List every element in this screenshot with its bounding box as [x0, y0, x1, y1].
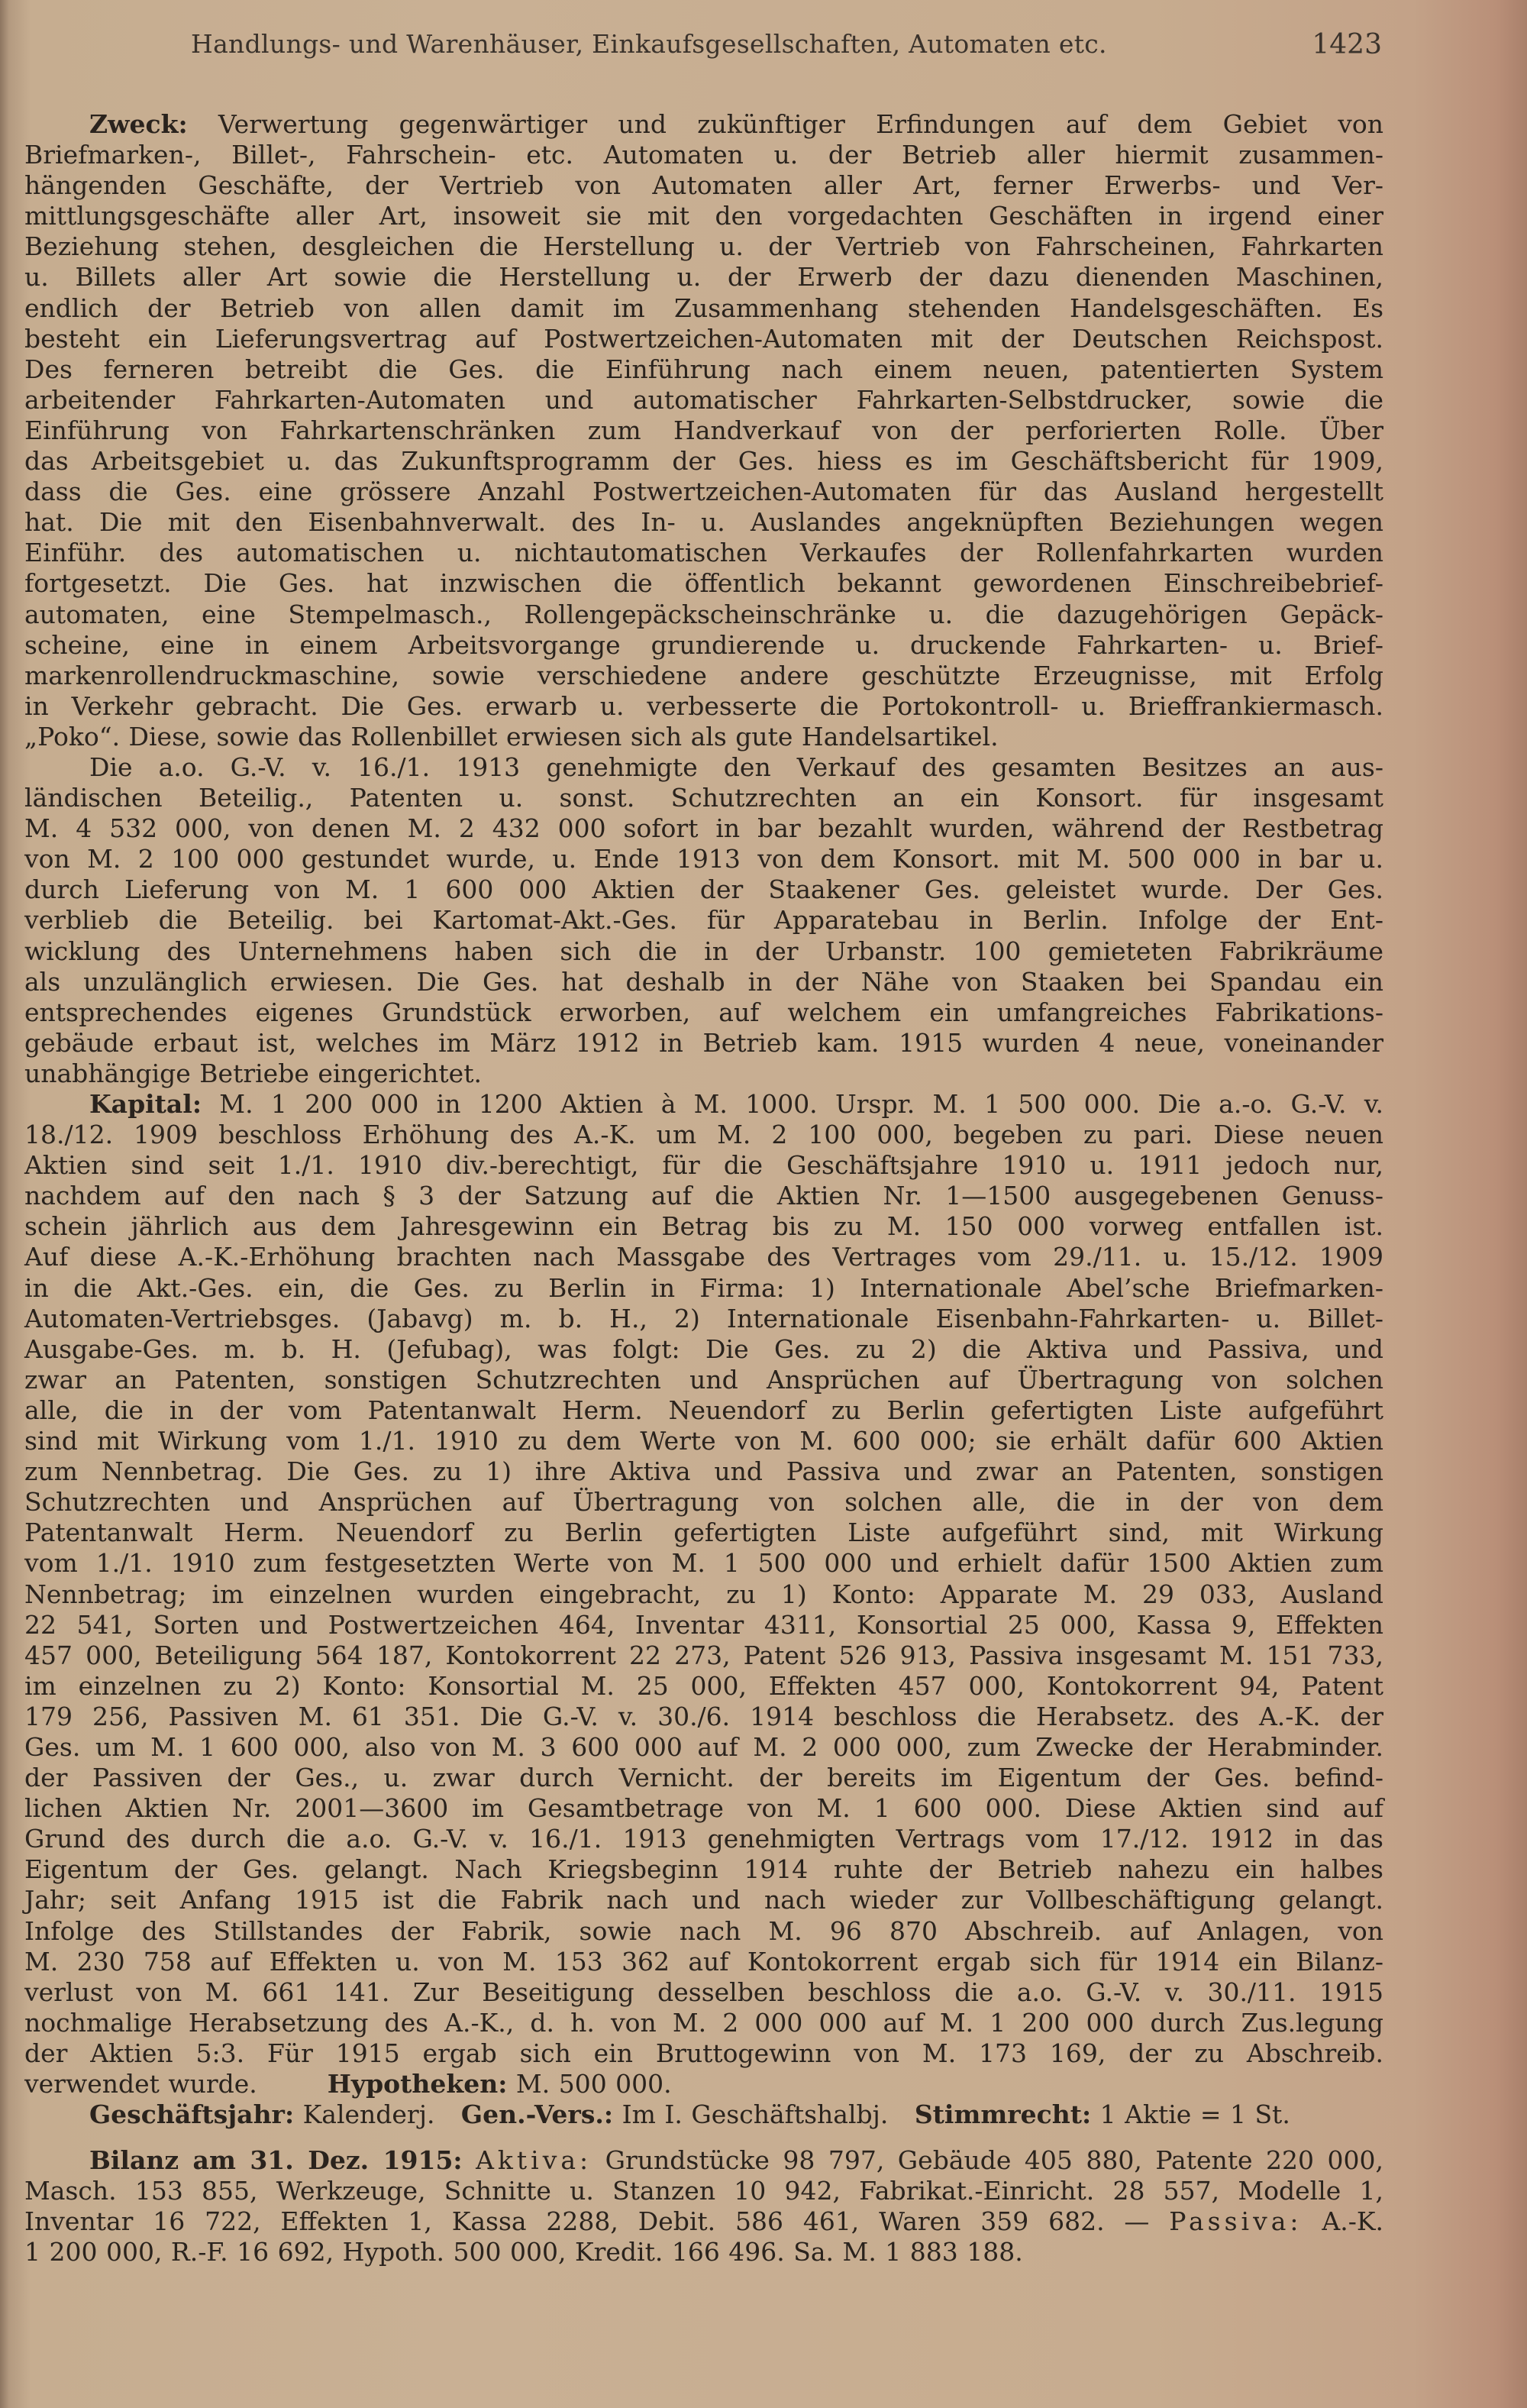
- text-segment: Die a.o. G.-V. v. 16./1. 1913 genehmigte den Verkauf des gesamten Besitzes an aus-: [89, 751, 1383, 782]
- section-label: Hypotheken:: [327, 2069, 508, 2099]
- text-segment: Grund des durch die a.o. G.-V. v. 16./1. 1913 genehmigten Vertrags vom 17./12. 1912 in das: [24, 1824, 1383, 1854]
- text-line: [24, 874, 1383, 905]
- text-line: [24, 446, 1383, 477]
- text-line: [24, 1793, 1383, 1824]
- text-line: [24, 1518, 1383, 1548]
- text-line: [24, 354, 1383, 385]
- text-segment: markenrollendruckmaschine, sowie verschiedene andere geschützte Erzeugnisse, mit Erfolg: [24, 660, 1383, 690]
- text-segment: M. 230 758 auf Effekten u. von M. 153 362 auf Kontokorrent ergab sich für 1914 ein Bilanz-: [24, 1946, 1383, 1976]
- text-line: [24, 661, 1383, 691]
- text-line: [24, 1824, 1383, 1854]
- text-line: [24, 1947, 1383, 1977]
- text-segment: Inventar 16 722, Effekten 1, Kassa 2288, Debit. 586 461, Waren 359 682. —: [24, 2206, 1170, 2237]
- text-line: [24, 844, 1383, 874]
- text-line: [24, 1028, 1383, 1059]
- text-segment: Im I. Geschäftshalbj.: [613, 2099, 915, 2130]
- text-segment: 1 200 000, R.-F. 16 692, Hypoth. 500 000, Kredit. 166 496. Sa. M. 1 883 188.: [24, 2237, 1023, 2267]
- text-line: [24, 1885, 1383, 1915]
- text-segment: zum Nennbetrag. Die Ges. zu 1) ihre Aktiva und Passiva und zwar an Patenten, sonstigen: [24, 1456, 1383, 1487]
- text-line: [24, 936, 1383, 967]
- text-segment: Automaten-Vertriebsges. (Jabavg) m. b. H., 2) Internationale Eisenbahn-Fahrkarten- u. Billet-: [24, 1303, 1383, 1333]
- text-line: [24, 1456, 1383, 1487]
- text-line: [24, 1365, 1383, 1395]
- text-segment: Aktien sind seit 1./1. 1910 div.-berechtigt, für die Geschäftsjahre 1910 u. 1911 jedoch nur,: [24, 1150, 1383, 1181]
- text-line: [24, 2237, 1383, 2267]
- text-segment: arbeitender Fahrkarten-Automaten und automatischer Fahrkarten-Selbstdrucker, sowie die: [24, 384, 1383, 415]
- text-line: [24, 1610, 1383, 1640]
- text-line: [24, 1702, 1383, 1732]
- text-line: [24, 1487, 1383, 1518]
- text-line: [24, 2206, 1383, 2237]
- text-line: [24, 1916, 1383, 1947]
- text-line: [24, 2069, 1383, 2099]
- text-segment: unabhängige Betriebe eingerichtet.: [24, 1058, 482, 1088]
- text-segment: Einführ. des automatischen u. nichtautomatischen Verkaufes der Rollenfahrkarten wurden: [24, 538, 1383, 568]
- text-segment: Grundstücke 98 797, Gebäude 405 880, Patente 220 000,: [592, 2145, 1383, 2176]
- text-line: [24, 2008, 1383, 2038]
- text-segment: zwar an Patenten, sonstigen Schutzrechten und Ansprüchen auf Übertragung von solchen: [24, 1364, 1383, 1395]
- text-line: [24, 1640, 1383, 1671]
- text-segment: entsprechendes eigenes Grundstück erworben, auf welchem ein umfangreiches Fabrikations-: [24, 997, 1383, 1027]
- text-segment: u. Billets aller Art sowie die Herstellung u. der Erwerb der dazu dienenden Maschinen,: [24, 262, 1383, 293]
- text-segment: Beziehung stehen, desgleichen die Herstellung u. der Vertrieb von Fahrscheinen, Fahrkarten: [24, 231, 1383, 262]
- text-segment: hat. Die mit den Eisenbahnverwalt. des In- u. Auslandes angeknüpften Beziehungen wegen: [24, 507, 1383, 538]
- text-segment: mittlungsgeschäfte aller Art, insoweit sie mit den vorgedachten Geschäften in irgend einer: [24, 201, 1383, 231]
- text-segment: [463, 2145, 476, 2175]
- text-segment: verwendet wurde.: [24, 2069, 328, 2099]
- page-number: 1423: [1312, 29, 1382, 60]
- text-line: [24, 293, 1383, 324]
- text-line: [24, 1242, 1383, 1272]
- text-line: [24, 1579, 1383, 1610]
- text-line: [24, 324, 1383, 354]
- text-segment: Auf diese A.-K.-Erhöhung brachten nach Massgabe des Vertrages vom 29./11. u. 15./12. 1909: [24, 1242, 1383, 1272]
- text-segment: Einführung von Fahrkartenschränken zum Handverkauf von der perforierten Rolle. Über: [24, 415, 1383, 445]
- text-line: [24, 385, 1383, 415]
- text-line: [24, 170, 1383, 201]
- text-line: [24, 2099, 1383, 2130]
- text-line: [24, 997, 1383, 1028]
- text-segment: M. 500 000.: [507, 2069, 672, 2099]
- section-label: Kapital:: [89, 1089, 202, 1119]
- text-segment: endlich der Betrieb von allen damit im Zusammenhang stehenden Handelsgeschäften. Es: [24, 293, 1383, 323]
- text-line: [24, 415, 1383, 446]
- text-line: [24, 1426, 1383, 1456]
- text-segment: durch Lieferung von M. 1 600 000 Aktien der Staakener Ges. geleistet wurde. Der Ges.: [24, 874, 1383, 905]
- text-segment: alle, die in der vom Patentanwalt Herm. Neuendorf zu Berlin gefertigten Liste aufgeführt: [24, 1395, 1383, 1425]
- text-segment: „Poko“. Diese, sowie das Rollenbillet erwiesen sich als gute Handelsartikel.: [24, 721, 999, 751]
- text-segment: das Arbeitsgebiet u. das Zukunftsprogramm der Ges. hiess es im Geschäftsbericht für 1909,: [24, 446, 1383, 477]
- text-segment: lichen Aktien Nr. 2001—3600 im Gesamtbetrage von M. 1 600 000. Diese Aktien sind auf: [24, 1793, 1383, 1824]
- text-line: [24, 1395, 1383, 1426]
- text-segment: wicklung des Unternehmens haben sich die in der Urbanstr. 100 gemieteten Fabrikräume: [24, 936, 1383, 966]
- text-line: [24, 722, 1383, 752]
- text-line: [24, 140, 1383, 170]
- text-segment: scheine, eine in einem Arbeitsvorgange grundierende u. druckende Fahrkarten- u. Brief-: [24, 629, 1383, 660]
- text-line: [24, 1150, 1383, 1181]
- running-header: [191, 29, 1382, 67]
- text-line: [24, 1977, 1383, 2008]
- text-segment: der Passiven der Ges., u. zwar durch Vernicht. der bereits im Eigentum der Ges. befind-: [24, 1763, 1383, 1793]
- text-line: [24, 2176, 1383, 2206]
- text-segment: 18./12. 1909 beschloss Erhöhung des A.-K. um M. 2 100 000, begeben zu pari. Diese neuen: [24, 1120, 1383, 1150]
- text-segment: besteht ein Lieferungsvertrag auf Postwertzeichen-Automaten mit der Deutschen Reichspost.: [24, 323, 1383, 354]
- text-segment: Ges. um M. 1 600 000, also von M. 3 600 000 auf M. 2 000 000, zum Zwecke der Herabminder.: [24, 1731, 1383, 1762]
- text-segment: Eigentum der Ges. gelangt. Nach Kriegsbeginn 1914 ruhte der Betrieb nahezu ein halbes: [24, 1854, 1383, 1885]
- text-line: [24, 967, 1383, 997]
- text-segment: dass die Ges. eine grössere Anzahl Postwertzeichen-Automaten für das Ausland hergestellt: [24, 477, 1383, 507]
- text-line: [24, 813, 1383, 844]
- text-segment: M. 1 200 000 in 1200 Aktien à M. 1000. Urspr. M. 1 500 000. Die a.-o. G.-V. v.: [202, 1089, 1383, 1119]
- text-line: [24, 1273, 1383, 1304]
- text-segment: Ausgabe-Ges. m. b. H. (Jefubag), was folgt: Die Ges. zu 2) die Aktiva und Passiva, und: [24, 1333, 1383, 1364]
- text-segment: Kalenderj.: [294, 2099, 461, 2130]
- text-segment: verlust von M. 661 141. Zur Beseitigung desselben beschloss die a.o. G.-V. v. 30./11. 1915: [24, 1976, 1383, 2007]
- text-line: [24, 1304, 1383, 1334]
- text-segment: als unzulänglich erwiesen. Die Ges. hat deshalb in der Nähe von Staaken bei Spandau ein: [24, 966, 1383, 997]
- text-segment: in die Akt.-Ges. ein, die Ges. zu Berlin in Firma: 1) Internationale Abel’sche Briefmarken-: [24, 1272, 1383, 1303]
- text-line: [24, 201, 1383, 231]
- text-line: [24, 568, 1383, 599]
- text-line: [24, 1120, 1383, 1150]
- text-line: [24, 1089, 1383, 1120]
- text-line: [24, 905, 1383, 936]
- text-segment: Nennbetrag; im einzelnen wurden eingebracht, zu 1) Konto: Apparate M. 29 033, Ausland: [24, 1579, 1383, 1609]
- text-segment: nachdem auf den nach § 3 der Satzung auf die Aktien Nr. 1—1500 ausgegebenen Genuss-: [24, 1181, 1383, 1211]
- text-segment: vom 1./1. 1910 zum festgesetzten Werte von M. 1 500 000 und erhielt dafür 1500 Aktien zum: [24, 1548, 1383, 1579]
- text-segment: verblieb die Beteilig. bei Kartomat-Akt.-Ges. für Apparatebau in Berlin. Infolge der Ent-: [24, 905, 1383, 936]
- text-line: [24, 1763, 1383, 1793]
- text-line: [24, 2145, 1383, 2176]
- text-segment: hängenden Geschäfte, der Vertrieb von Automaten aller Art, ferner Erwerbs- und Ver-: [24, 170, 1383, 201]
- spaced-label: Passiva:: [1169, 2206, 1303, 2237]
- text-line: [24, 630, 1383, 661]
- text-line: [24, 507, 1383, 538]
- text-segment: Des ferneren betreibt die Ges. die Einführung nach einem neuen, patentierten System: [24, 354, 1383, 384]
- text-line: [24, 477, 1383, 507]
- text-line: [24, 1334, 1383, 1365]
- text-line: [24, 231, 1383, 262]
- text-segment: Verwertung gegenwärtiger und zukünftiger Erfindungen auf dem Gebiet von: [187, 109, 1383, 139]
- text-segment: 22 541, Sorten und Postwertzeichen 464, Inventar 4311, Konsortial 25 000, Kassa 9, Effekten: [24, 1609, 1383, 1640]
- section-label: Bilanz am 31. Dez. 1915:: [89, 2145, 463, 2176]
- text-segment: gebäude erbaut ist, welches im März 1912 in Betrieb kam. 1915 wurden 4 neue, voneinander: [24, 1027, 1383, 1058]
- text-line: [24, 752, 1383, 783]
- text-segment: 1 Aktie = 1 St.: [1091, 2099, 1290, 2130]
- text-line: [24, 783, 1383, 813]
- text-segment: Infolge des Stillstandes der Fabrik, sowie nach M. 96 870 Abschreib. auf Anlagen, von: [24, 1915, 1383, 1946]
- spaced-label: Aktiva:: [476, 2145, 592, 2176]
- text-line: [24, 1059, 1383, 1089]
- text-segment: nochmalige Herabsetzung des A.-K., d. h. von M. 2 000 000 auf M. 1 200 000 durch Zus.legung: [24, 2007, 1383, 2038]
- section-label: Gen.-Vers.:: [460, 2099, 614, 2130]
- text-line: [24, 691, 1383, 722]
- text-segment: in Verkehr gebracht. Die Ges. erwarb u. verbesserte die Portokontroll- u. Brieffrankiermasch.: [24, 690, 1383, 721]
- text-segment: fortgesetzt. Die Ges. hat inzwischen die öffentlich bekannt gewordenen Einschreibebrief-: [24, 568, 1383, 599]
- text-segment: Briefmarken-, Billet-, Fahrschein- etc. Automaten u. der Betrieb aller hiermit zusammen-: [24, 140, 1383, 170]
- text-segment: von M. 2 100 000 gestundet wurde, u. Ende 1913 von dem Konsort. mit M. 500 000 in bar u.: [24, 844, 1383, 874]
- text-line: [24, 1181, 1383, 1211]
- section-label: Geschäftsjahr:: [89, 2099, 295, 2130]
- text-segment: Jahr; seit Anfang 1915 ist die Fabrik nach und nach wieder zur Vollbeschäftigung gelangt.: [24, 1885, 1383, 1915]
- text-segment: ländischen Beteilig., Patenten u. sonst. Schutzrechten an ein Konsort. für insgesamt: [24, 783, 1383, 813]
- text-segment: sind mit Wirkung vom 1./1. 1910 zu dem Werte von M. 600 000; sie erhält dafür 600 Aktien: [24, 1426, 1383, 1456]
- text-segment: im einzelnen zu 2) Konto: Konsortial M. 25 000, Effekten 457 000, Kontokorrent 94, Patent: [24, 1670, 1383, 1701]
- text-line: [24, 109, 1383, 140]
- document-body: [24, 109, 1383, 2268]
- text-line: [24, 2038, 1383, 2069]
- text-line: [24, 600, 1383, 630]
- text-line: [24, 262, 1383, 293]
- text-segment: der Aktien 5:3. Für 1915 ergab sich ein Bruttogewinn von M. 173 169, der zu Abschreib.: [24, 2038, 1383, 2068]
- text-line: [24, 1732, 1383, 1763]
- text-segment: 457 000, Beteiligung 564 187, Kontokorrent 22 273, Patent 526 913, Passiva insgesamt M. 151 733,: [24, 1640, 1383, 1670]
- running-title: Handlungs- und Warenhäuser, Einkaufsgesellschaften, Automaten etc.: [191, 29, 1107, 59]
- text-segment: M. 4 532 000, von denen M. 2 432 000 sofort in bar bezahlt wurden, während der Restbetrag: [24, 813, 1383, 844]
- text-line: [24, 1854, 1383, 1885]
- section-label: Zweck:: [89, 109, 188, 139]
- text-segment: Masch. 153 855, Werkzeuge, Schnitte u. Stanzen 10 942, Fabrikat.-Einricht. 28 557, Modelle 1,: [24, 2176, 1383, 2206]
- section-label: Stimmrecht:: [914, 2099, 1092, 2130]
- text-segment: Patentanwalt Herm. Neuendorf zu Berlin gefertigten Liste aufgeführt sind, mit Wirkung: [24, 1518, 1383, 1548]
- text-line: [24, 1548, 1383, 1579]
- text-line: [24, 1211, 1383, 1242]
- text-line: [24, 538, 1383, 568]
- text-line: [24, 1671, 1383, 1702]
- text-segment: 179 256, Passiven M. 61 351. Die G.-V. v. 30./6. 1914 beschloss die Herabsetz. des A.-K. der: [24, 1701, 1383, 1731]
- text-segment: Schutzrechten und Ansprüchen auf Übertragung von solchen alle, die in der von dem: [24, 1487, 1383, 1518]
- text-segment: automaten, eine Stempelmasch., Rollengepäckscheinschränke u. die dazugehörigen Gepäck-: [24, 599, 1383, 629]
- text-segment: A.-K.: [1302, 2206, 1384, 2237]
- text-segment: schein jährlich aus dem Jahresgewinn ein Betrag bis zu M. 150 000 vorweg entfallen ist.: [24, 1211, 1383, 1242]
